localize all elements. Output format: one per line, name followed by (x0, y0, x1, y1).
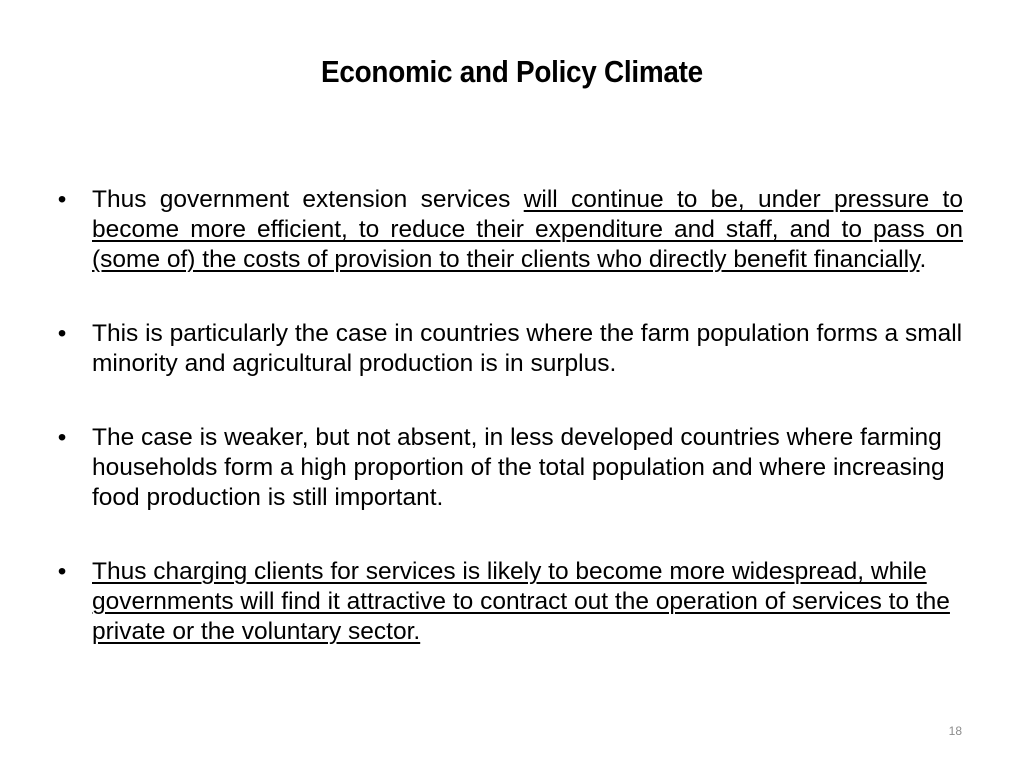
bullet-dot-icon: • (57, 320, 67, 347)
bullet-dot-icon: • (57, 424, 67, 451)
bullet-text-underlined: will continue to be, under pressure to become more efficient, to reduce their expenditure and staff, and to pass on (some of) the costs of provision to their clients who directly benefit financially (92, 186, 963, 273)
bullet-dot-icon: • (57, 186, 67, 213)
bullet-text (92, 185, 963, 275)
bullet-item-2 (57, 319, 963, 379)
bullet-text-end: . (919, 246, 927, 273)
bullet-item-3 (57, 423, 963, 513)
bullet-text-underlined: Thus charging clients for services is likely to become more widespread, while governments will find it attractive to contract out the operation of services to the private or the voluntary sector. (92, 558, 950, 645)
bullet-text-plain: Thus government extension services (92, 186, 524, 213)
bullet-text: The case is weaker, but not absent, in less developed countries where farming households form a high proportion of the total population and where increasing food production is still important. (92, 424, 945, 511)
bullet-item-1 (57, 185, 963, 275)
bullet-text: This is particularly the case in countries where the farm population forms a small minority and agricultural production is in surplus. (92, 320, 963, 377)
bullet-text (92, 557, 963, 647)
bullet-dot-icon: • (57, 558, 67, 585)
bullet-list (57, 185, 963, 647)
page-number: 18 (948, 724, 962, 738)
bullet-item-4 (57, 557, 963, 647)
slide-title: Economic and Policy Climate (321, 54, 703, 89)
